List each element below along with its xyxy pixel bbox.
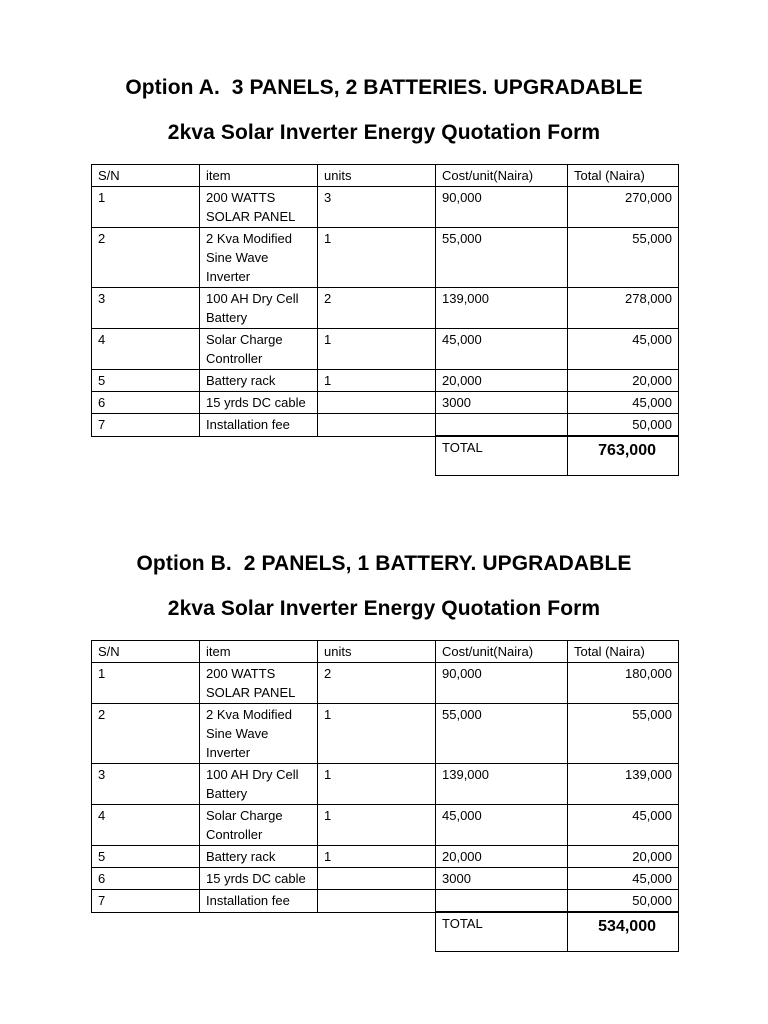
cell-cost: 3000 [436,868,568,890]
cell-units: 1 [318,764,436,805]
cell-cost: 45,000 [436,805,568,846]
cell-item: 200 WATTS SOLAR PANEL [200,663,318,704]
cell-sn: 2 [92,228,200,288]
cell-total: 45,000 [568,329,679,370]
cell-sn: 3 [92,764,200,805]
cell-units: 1 [318,846,436,868]
cell-item: Installation fee [200,414,318,437]
cell-total: 45,000 [568,868,679,890]
cell-sn: 1 [92,187,200,228]
cell-total: 50,000 [568,890,679,913]
cell-units [318,392,436,414]
header-item: item [200,165,318,187]
cell-cost: 139,000 [436,288,568,329]
cell-total: 139,000 [568,764,679,805]
table-row [92,764,679,805]
cell-units: 2 [318,663,436,704]
option-a-subtitle: 2kva Solar Inverter Energy Quotation Form [167,121,601,144]
cell-cost: 55,000 [436,704,568,764]
table-row [92,228,679,288]
cell-total: 45,000 [568,805,679,846]
grand-total-value: 763,000 [568,436,679,476]
cell-item: Installation fee [200,890,318,913]
cell-total: 55,000 [568,228,679,288]
cell-units: 1 [318,704,436,764]
cell-units: 1 [318,805,436,846]
option-a-title: Option A. 3 PANELS, 2 BATTERIES. UPGRADABLE [125,76,643,99]
header-item: item [200,641,318,663]
cell-sn: 7 [92,890,200,913]
header-cost-per-unit: Cost/unit(Naira) [436,641,568,663]
cell-total: 20,000 [568,846,679,868]
cell-item: 100 AH Dry Cell Battery [200,764,318,805]
total-label: TOTAL [436,436,568,476]
cell-item: Solar Charge Controller [200,805,318,846]
cell-sn: 6 [92,868,200,890]
table-row [92,187,679,228]
option-b-quotation-table [91,640,679,952]
cell-total: 278,000 [568,288,679,329]
table-row [92,288,679,329]
table-row [92,805,679,846]
option-b-subtitle: 2kva Solar Inverter Energy Quotation Form [167,597,601,620]
cell-item: Solar Charge Controller [200,329,318,370]
cell-cost [436,414,568,437]
cell-sn: 3 [92,288,200,329]
cell-total: 270,000 [568,187,679,228]
cell-cost: 20,000 [436,370,568,392]
cell-units [318,890,436,913]
header-cost-per-unit: Cost/unit(Naira) [436,165,568,187]
cell-units: 1 [318,370,436,392]
cell-item: Battery rack [200,370,318,392]
table-header-row [92,165,679,187]
header-units: units [318,165,436,187]
cell-sn: 7 [92,414,200,437]
total-label: TOTAL [436,912,568,952]
cell-cost: 20,000 [436,846,568,868]
cell-units: 1 [318,228,436,288]
cell-item: 2 Kva Modified Sine Wave Inverter [200,704,318,764]
cell-sn: 6 [92,392,200,414]
cell-cost: 45,000 [436,329,568,370]
cell-sn: 4 [92,805,200,846]
table-row [92,704,679,764]
cell-item: 2 Kva Modified Sine Wave Inverter [200,228,318,288]
cell-units [318,414,436,437]
header-sn: S/N [92,165,200,187]
table-row [92,846,679,868]
cell-cost: 3000 [436,392,568,414]
cell-sn: 2 [92,704,200,764]
table-row [92,890,679,913]
cell-item: 15 yrds DC cable [200,392,318,414]
header-total: Total (Naira) [568,165,679,187]
header-total: Total (Naira) [568,641,679,663]
cell-item: 200 WATTS SOLAR PANEL [200,187,318,228]
cell-cost [436,890,568,913]
cell-sn: 5 [92,846,200,868]
cell-units: 3 [318,187,436,228]
cell-total: 55,000 [568,704,679,764]
cell-units: 2 [318,288,436,329]
cell-total: 50,000 [568,414,679,437]
cell-cost: 90,000 [436,187,568,228]
total-row [92,912,679,952]
cell-sn: 1 [92,663,200,704]
cell-item: Battery rack [200,846,318,868]
cell-units: 1 [318,329,436,370]
grand-total-value: 534,000 [568,912,679,952]
header-sn: S/N [92,641,200,663]
cell-units [318,868,436,890]
cell-cost: 55,000 [436,228,568,288]
table-row [92,370,679,392]
cell-total: 180,000 [568,663,679,704]
table-row [92,868,679,890]
cell-total: 20,000 [568,370,679,392]
header-units: units [318,641,436,663]
cell-total: 45,000 [568,392,679,414]
cell-sn: 4 [92,329,200,370]
table-row [92,414,679,437]
table-row [92,663,679,704]
total-row [92,436,679,476]
table-row [92,329,679,370]
option-a-quotation-table [91,164,679,476]
cell-item: 100 AH Dry Cell Battery [200,288,318,329]
table-header-row [92,641,679,663]
table-row [92,392,679,414]
option-b-title: Option B. 2 PANELS, 1 BATTERY. UPGRADABLE [136,552,632,575]
cell-cost: 90,000 [436,663,568,704]
cell-cost: 139,000 [436,764,568,805]
cell-item: 15 yrds DC cable [200,868,318,890]
cell-sn: 5 [92,370,200,392]
